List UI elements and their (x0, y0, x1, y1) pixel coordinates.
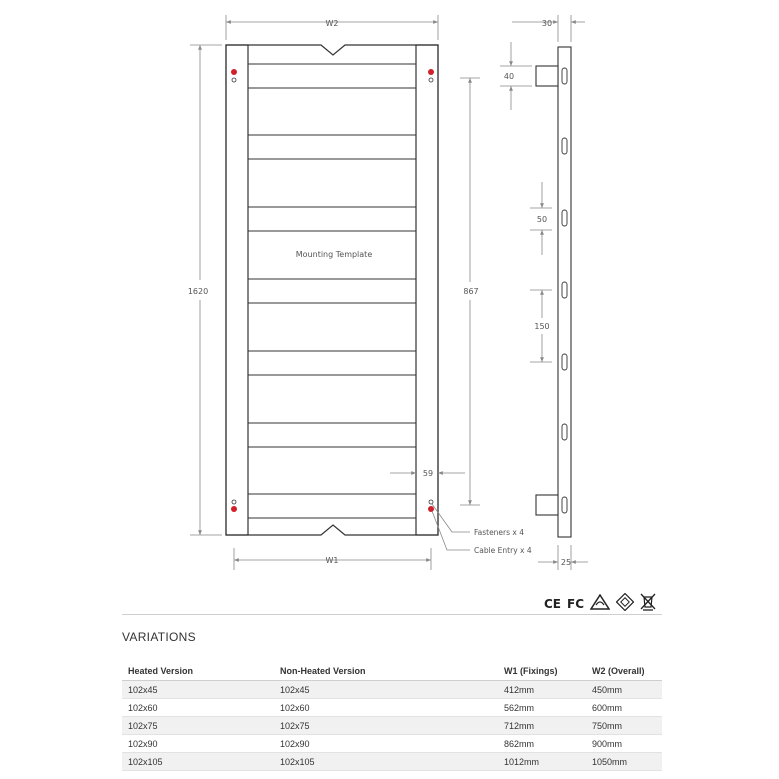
cell-heated: 102x75 (122, 717, 274, 735)
cell-w1: 562mm (498, 699, 586, 717)
header-heated: Heated Version (122, 662, 274, 681)
rung-slot (562, 68, 567, 84)
fcc-mark: FC (567, 596, 585, 611)
certification-marks (544, 593, 656, 614)
cell-w1: 712mm (498, 717, 586, 735)
cell-w1: 412mm (498, 681, 586, 699)
header-w1: W1 (Fixings) (498, 662, 586, 681)
mounting-template-label: Mounting Template (295, 250, 373, 259)
table-row (122, 735, 662, 753)
cell-w2: 1050mm (586, 753, 662, 771)
ce-mark: CE (544, 596, 562, 611)
header-non-heated: Non-Heated Version (274, 662, 498, 681)
fixing-point-bottom-right (428, 506, 434, 512)
dimension-depth-label: 30 (541, 19, 553, 28)
cell-w1: 862mm (498, 735, 586, 753)
dimension-150-label: 150 (534, 322, 550, 331)
dimension-25-label: 25 (560, 558, 572, 567)
cell-w2: 750mm (586, 717, 662, 735)
dimension-fixing-span-label: 867 (463, 287, 479, 296)
rung-slot (562, 497, 567, 513)
dimension-w1-label: W1 (325, 556, 339, 565)
dimension-w2-label: W2 (325, 19, 339, 28)
cell-w2: 600mm (586, 699, 662, 717)
table-row (122, 753, 662, 771)
table-header-row (122, 662, 662, 681)
cell-non-heated: 102x105 (274, 753, 498, 771)
dimension-40-label: 40 (503, 72, 515, 81)
cell-w2: 450mm (586, 681, 662, 699)
fixing-point-top-right (428, 69, 434, 75)
template-outline (226, 45, 438, 535)
rung-slot (562, 424, 567, 440)
cell-non-heated: 102x45 (274, 681, 498, 699)
top-bracket (536, 66, 558, 86)
cell-heated: 102x60 (122, 699, 274, 717)
cell-heated: 102x105 (122, 753, 274, 771)
rcm-triangle-icon (590, 594, 610, 613)
front-view (226, 45, 438, 535)
cell-w1: 1012mm (498, 753, 586, 771)
rung-slot (562, 354, 567, 370)
variations-table (122, 662, 662, 771)
rung-slot (562, 282, 567, 298)
fixing-point-bottom-left (231, 506, 237, 512)
table-row (122, 699, 662, 717)
bottom-bracket (536, 495, 558, 515)
cell-non-heated: 102x60 (274, 699, 498, 717)
dimension-50-label: 50 (536, 215, 548, 224)
fasteners-note: Fasteners x 4 (474, 528, 525, 537)
cell-non-heated: 102x90 (274, 735, 498, 753)
table-row (122, 681, 662, 699)
double-insulated-icon (616, 593, 634, 614)
weee-bin-icon (640, 593, 656, 614)
table-row (122, 717, 662, 735)
dimension-height-label: 1620 (187, 287, 209, 296)
dimension-59-label: 59 (422, 469, 434, 478)
cell-heated: 102x90 (122, 735, 274, 753)
cable-entry-note: Cable Entry x 4 (474, 546, 532, 555)
fixing-point-top-left (231, 69, 237, 75)
cell-w2: 900mm (586, 735, 662, 753)
rung-slot (562, 138, 567, 154)
divider (122, 614, 662, 615)
cell-non-heated: 102x75 (274, 717, 498, 735)
variations-title: VARIATIONS (122, 630, 196, 644)
cell-heated: 102x45 (122, 681, 274, 699)
rung-slot (562, 210, 567, 226)
header-w2: W2 (Overall) (586, 662, 662, 681)
